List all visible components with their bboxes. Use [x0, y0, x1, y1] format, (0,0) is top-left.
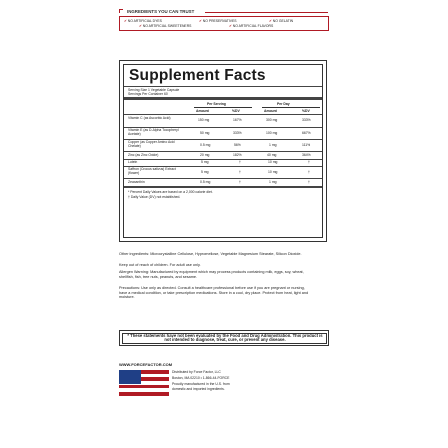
- distributor-line-3: Proudly manufactured in the U.S. from: [172, 382, 230, 386]
- keep-out-of-reach: Keep out of reach of children. For adult use only.: [119, 263, 201, 267]
- serving-dv: †: [239, 160, 241, 164]
- fda-disclaimer-text: * These statements have not been evaluated by the Food and Drug Administration. This product is not intended to diagnose, treat, cure, or prevent any disease.: [127, 332, 323, 342]
- banner-claim-2: ✔ NO PRESERVATIVES: [199, 18, 237, 23]
- fda-disclaimer-box: [119, 330, 329, 346]
- serving-amount: 0.5 mg: [200, 179, 211, 184]
- day-amount: 300 mg: [266, 118, 278, 122]
- serving-dv: †: [239, 169, 241, 174]
- serving-amount: 0.5 mg: [200, 142, 211, 147]
- nutrient-row: [124, 116, 322, 127]
- check-icon: ✔: [124, 18, 127, 23]
- col-amount-day: Amount: [264, 108, 277, 113]
- medium-rule: [124, 114, 322, 115]
- serving-amount: 150 mg: [198, 118, 210, 122]
- nutrient-name: Zinc (as Zinc Oxide): [128, 152, 159, 157]
- nutrient-name: Zeaxanthin: [128, 179, 145, 184]
- check-icon: ✔: [269, 18, 272, 23]
- precautions: Precautions: Use only as directed. Consult a healthcare professional before use if you are pregnant or nursing, have a medical condition, or take prescription medications. Store in a cool, dry place. Protect from heat, light and moisture.: [119, 286, 309, 300]
- serving-dv: 56%: [234, 142, 241, 147]
- ingredients-banner: [119, 9, 330, 33]
- serving-amount: 50 mg: [200, 130, 210, 135]
- banner-claim-3: ✔ NO GELATIN: [269, 18, 294, 23]
- day-dv: 111%: [302, 142, 311, 147]
- day-dv: 333%: [302, 118, 311, 122]
- nutrient-row: [124, 128, 322, 139]
- day-dv: †: [308, 169, 310, 174]
- day-dv: †: [308, 179, 310, 184]
- nutrient-name: Lutein: [128, 160, 138, 164]
- footnote-dagger: † Daily Value (DV) not established.: [128, 194, 181, 199]
- thick-rule: [124, 186, 322, 188]
- day-amount: 10 mg: [268, 169, 278, 174]
- allergen-warning: Allergen Warning: Manufactured by equipment which may process products containing milk, eggs, soy, wheat, shellfish, fish, tree nuts, peanuts, and sesame.: [119, 270, 304, 279]
- banner-claim-1: ✔ NO ARTIFICIAL DYES: [124, 18, 162, 23]
- nutrient-name: Vitamin C (as Ascorbic Acid): [128, 116, 171, 120]
- serving-dv: 167%: [233, 118, 242, 122]
- facts-inner-box: [123, 64, 323, 238]
- banner-title: INGREDIENTS YOU CAN TRUST: [127, 9, 195, 14]
- usa-flag-icon: [119, 370, 169, 396]
- serving-size: Serving Size 1 Vegetable Capsule: [128, 87, 180, 92]
- website-url: WWW.FORCEFACTOR.COM: [119, 362, 173, 367]
- nutrient-row: [124, 140, 322, 151]
- serving-amount: 20 mg: [200, 152, 210, 157]
- day-dv: 364%: [302, 152, 311, 157]
- thick-rule: [124, 97, 322, 100]
- servings-per-container: Servings Per Container 60: [128, 91, 168, 96]
- serving-dv: 182%: [233, 152, 242, 157]
- supplement-facts-panel: [119, 60, 327, 242]
- day-amount: 1 mg: [269, 142, 277, 147]
- facts-title: Supplement Facts: [129, 67, 266, 84]
- distributor-line-4: domestic and imported ingredients.: [172, 387, 225, 391]
- day-amount: 100 mg: [266, 130, 278, 135]
- other-ingredients: Other ingredients: Microcrystalline Cellulose, Hypromellose, Vegetable Magnesium Stearate, Silicon Dioxide.: [119, 252, 302, 256]
- nutrient-name: Copper (as Copper Amino Acid Chelate): [128, 140, 175, 148]
- nutrient-name: Vitamin E (as D-Alpha Tocopheryl Acetate): [128, 128, 179, 136]
- banner-claim-5: ✔ NO ARTIFICIAL FLAVORS: [229, 24, 274, 28]
- day-dv: 667%: [302, 130, 311, 135]
- banner-title-line: [205, 12, 328, 13]
- nutrient-row: [124, 167, 322, 178]
- nutrient-name: Saffron (Crocus sativus) Extract (flower): [128, 167, 176, 175]
- footnote-dv: * Percent Daily Values are based on a 2,000 calorie diet.: [128, 190, 213, 194]
- distributor-line-1: Distributed by Force Factor, LLC: [172, 370, 221, 374]
- nutrient-row: [124, 179, 322, 185]
- serving-amount: 5 mg: [201, 169, 209, 174]
- col-dv-day: %DV: [302, 108, 310, 113]
- day-amount: 1 mg: [269, 179, 277, 184]
- banner-top-rule: [119, 9, 123, 13]
- col-per-day: Per Day: [277, 102, 290, 106]
- check-icon: ✔: [229, 24, 232, 28]
- day-amount: 40 mg: [267, 152, 277, 157]
- distributor-line-2: Boston, MA 02210 • 1-866-44-FORCE: [172, 376, 230, 380]
- nutrient-row: [124, 152, 322, 158]
- serving-dv: 333%: [233, 130, 242, 135]
- banner-claim-4: ✔ NO ARTIFICIAL SWEETENERS: [139, 24, 192, 28]
- day-dv: †: [308, 160, 310, 164]
- col-amount-serving: Amount: [196, 108, 209, 113]
- serving-dv: †: [239, 179, 241, 184]
- day-amount: 10 mg: [268, 160, 278, 164]
- col-dv-serving: %DV: [232, 108, 240, 113]
- nutrient-row: [124, 159, 322, 166]
- serving-amount: 5 mg: [201, 160, 209, 164]
- check-icon: ✔: [199, 18, 202, 23]
- col-per-serving: Per Serving: [207, 102, 226, 106]
- check-icon: ✔: [139, 24, 142, 28]
